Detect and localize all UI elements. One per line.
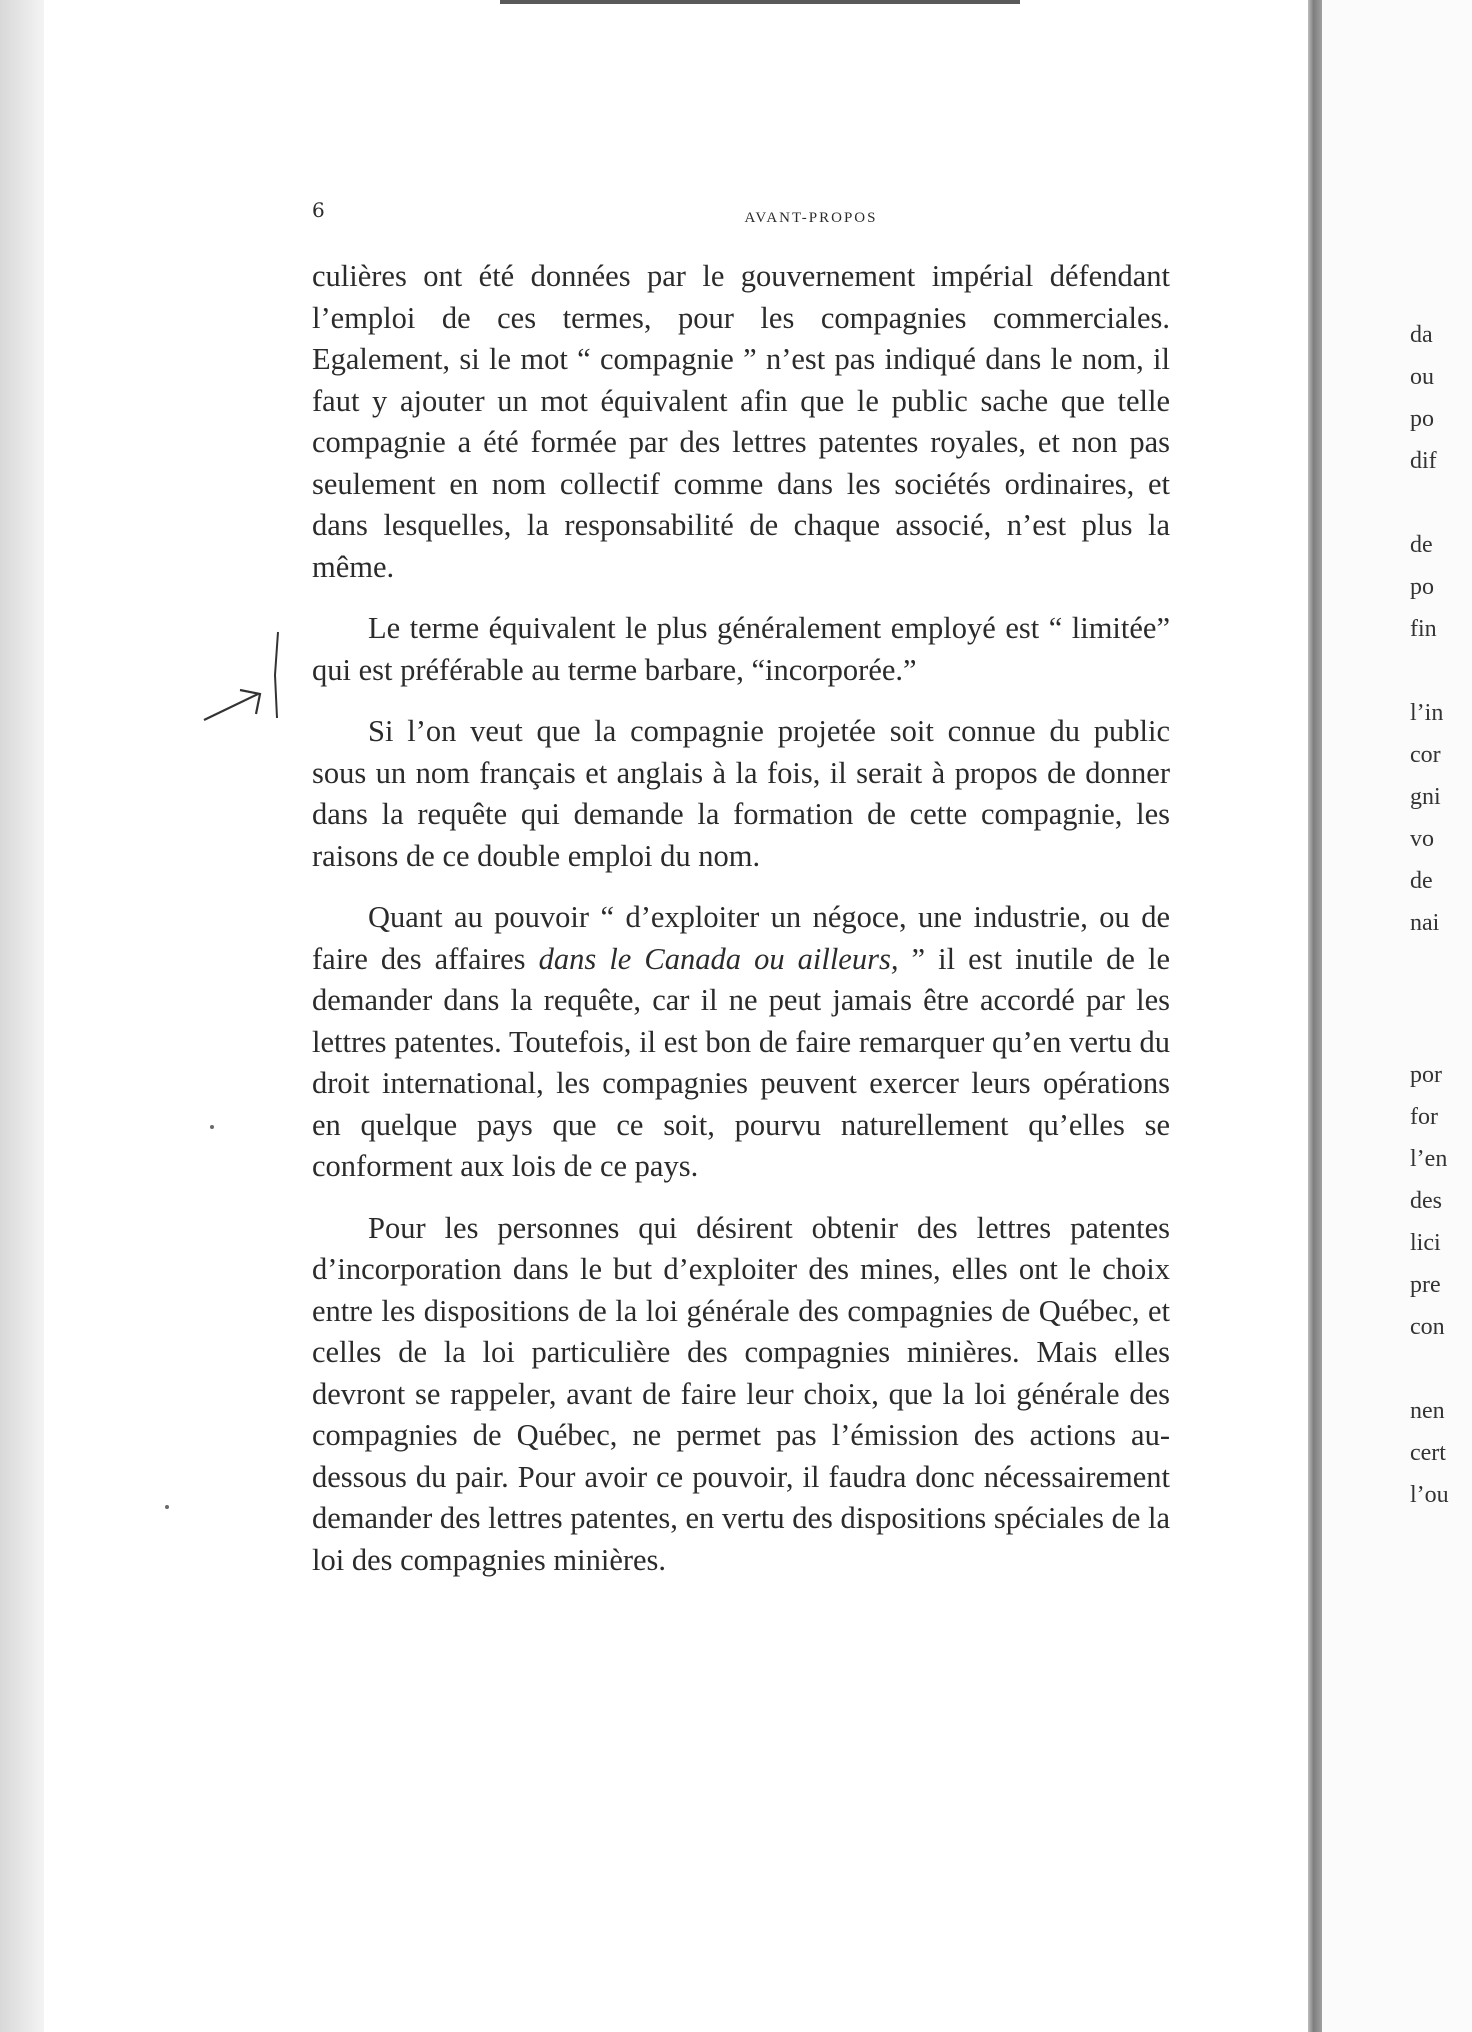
paragraph [312, 256, 1170, 588]
facing-page-fragment: vo [1410, 826, 1434, 852]
paragraph-text: Si l’on veut que la compagnie projetée soit connue du public sous un nom français et anglais à la fois, il serait à propos de donner dans la requête qui demande la formation de cette compagnie, les raisons de ce double emploi du nom. [312, 714, 1170, 873]
paragraph [312, 1208, 1170, 1582]
dust-speck [165, 1505, 169, 1509]
running-head: AVANT-PROPOS [744, 210, 878, 226]
paragraph [312, 711, 1170, 877]
facing-page-fragment: cert [1410, 1440, 1446, 1466]
page-number: 6 [312, 198, 325, 222]
facing-page-fragment: de [1410, 868, 1433, 894]
paragraph-text: ” il est inutile de le demander dans la requête, car il ne peut jamais être accordé par les lettres patentes. Toutefois, il est bon de faire remarquer qu’en vertu du droit international, les compagnies peuvent exercer leurs opérations en quelque pays que ce soit, pourvu naturellement qu’elles se conforment aux lois de ce pays. [312, 941, 1170, 1183]
paragraph-text: Pour les personnes qui désirent obtenir des lettres patentes d’incorporation dans le but d’exploiter des mines, elles ont le choix entre les dispositions de la loi générale des compagnies de Québec, et celles de la loi particulière des compagnies minières. Mais elles devront se rappeler, avant de faire leur choix, que la loi générale des compagnies de Québec, ne permet pas l’émission des actions au-dessous du pair. Pour avoir ce pouvoir, il faudra donc nécessairement demander des lettres patentes, en vertu des dispositions spéciales de la loi des compagnies minières. [312, 1210, 1170, 1577]
facing-page [1322, 0, 1472, 2032]
top-shadow [500, 0, 1020, 4]
facing-page-fragment: ou [1410, 364, 1434, 390]
facing-page-fragment: po [1410, 406, 1434, 432]
facing-page-fragment: for [1410, 1104, 1438, 1130]
paragraph-text: culières ont été données par le gouvernement impérial défendant l’emploi de ces termes, pour les compagnies commerciales. Egalement, si le mot “ compagnie ” n’est pas indiqué dans le nom, il faut y ajouter un mot équivalent afin que le public sache que telle compagnie a été formée par des lettres patentes royales, et non pas seulement en nom collectif comme dans les sociétés ordinaires, et dans lesquelles, la responsabilité de chaque associé, n’est plus la même. [312, 259, 1170, 584]
facing-page-fragment: l’ou [1410, 1482, 1449, 1508]
facing-page-fragment: po [1410, 574, 1434, 600]
facing-page-fragment: por [1410, 1062, 1442, 1088]
facing-page-fragment: da [1410, 322, 1433, 348]
paragraph-text: Quant au pouvoir “ d’exploiter un négoce, une industrie, ou de faire des affaires [312, 900, 1170, 976]
facing-page-fragment: cor [1410, 742, 1441, 768]
paragraph-text: Le terme équivalent le plus généralement employé est “ limitée” qui est préférable au terme barbare, “incorporée.” [312, 611, 1170, 687]
facing-page-fragment: gni [1410, 784, 1441, 810]
left-page-edge [0, 0, 44, 2032]
paragraph [312, 897, 1170, 1188]
facing-page-fragment: nen [1410, 1398, 1445, 1424]
facing-page-fragment: l’in [1410, 700, 1444, 726]
facing-page-fragment: fin [1410, 616, 1437, 642]
dust-speck [210, 1125, 214, 1129]
facing-page-fragment: l’en [1410, 1146, 1448, 1172]
margin-arrow-mark [200, 680, 280, 730]
facing-page-fragment: pre [1410, 1272, 1441, 1298]
facing-page-fragment: lici [1410, 1230, 1441, 1256]
facing-page-fragment: des [1410, 1188, 1442, 1214]
book-gutter [1308, 0, 1322, 2032]
facing-page-fragment: de [1410, 532, 1433, 558]
facing-page-fragment: dif [1410, 448, 1437, 474]
paragraph [312, 608, 1170, 691]
body-text [312, 256, 1170, 1601]
italic-text: dans le Canada ou ailleurs, [538, 941, 899, 976]
facing-page-fragment: con [1410, 1314, 1445, 1340]
facing-page-fragment: nai [1410, 910, 1440, 936]
